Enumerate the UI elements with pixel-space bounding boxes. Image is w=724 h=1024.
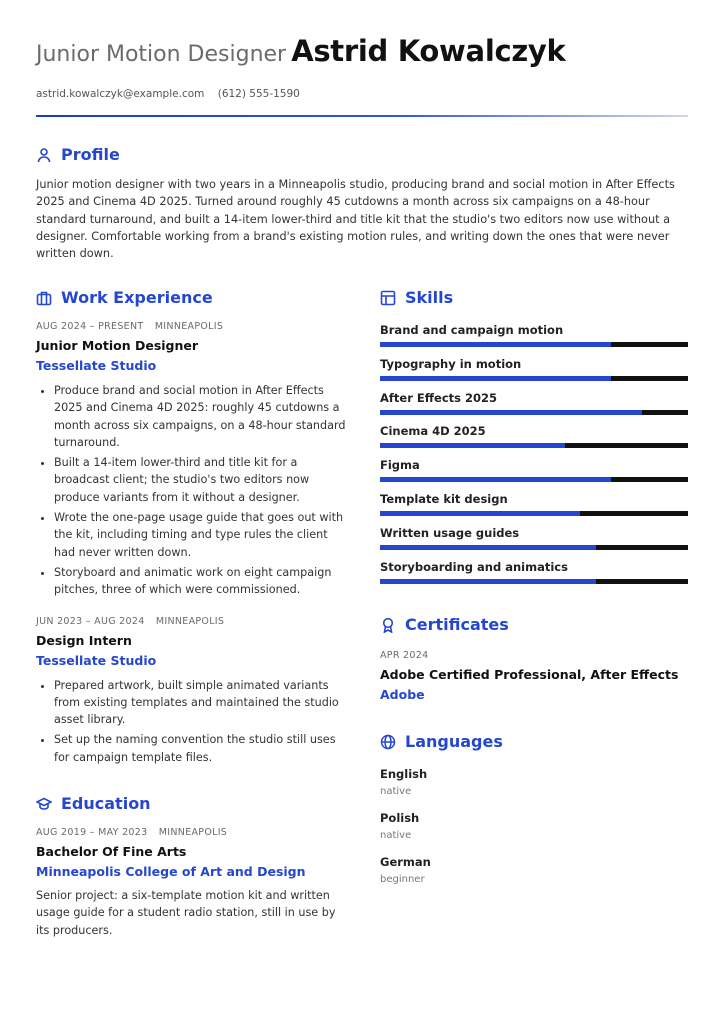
education-meta — [36, 827, 348, 838]
education-location: MINNEAPOLIS — [158, 827, 228, 839]
language-item — [380, 811, 688, 841]
job-bullets — [36, 677, 348, 766]
skill-fill — [380, 410, 642, 415]
education-section — [36, 794, 348, 939]
education-title: Education — [61, 794, 151, 814]
layout-icon — [380, 290, 396, 306]
job-meta — [36, 616, 348, 627]
language-name: German — [380, 855, 431, 870]
email-text: astrid.kowalczyk@example.com — [36, 88, 205, 100]
experience-title: Work Experience — [61, 288, 213, 307]
skill-item — [380, 526, 688, 560]
profile-text: Junior motion designer with two years in a Minneapolis studio, producing brand and social motion in After Effects 2025 and Cinema 4D 2025. Turned around roughly 45 cutdowns a month across six campaigns on a 48-hour standard turnaround, and built a 14-item lower-third and title kit that the studio's two editors now use without a designer. Comfortable working from a brand's existing motion rules, and writing down the ones that were never written down. — [36, 178, 675, 261]
skill-item — [380, 323, 688, 357]
bullet-item: • Storyboard and animatic work on eight campaign pitches, three of which were commissioned. — [54, 564, 348, 599]
skill-bar — [380, 443, 688, 448]
profile-section — [36, 145, 688, 262]
right-column — [380, 288, 688, 885]
certificates-title: Certificates — [405, 615, 509, 635]
skill-name: Template kit design — [380, 491, 508, 506]
skill-bar — [380, 477, 688, 482]
skill-item — [380, 458, 688, 492]
skill-bar — [380, 511, 688, 516]
job-meta — [36, 321, 348, 332]
certificate-name: Adobe Certified Professional, After Effects — [380, 667, 679, 683]
award-icon — [380, 617, 396, 633]
skill-fill — [380, 545, 596, 550]
profile-heading — [36, 145, 688, 164]
language-name: English — [380, 767, 428, 782]
job-entry — [36, 616, 348, 766]
job-title: Junior Motion Designer — [36, 338, 199, 353]
language-name: Polish — [380, 811, 420, 826]
title-line — [36, 34, 688, 68]
language-level: native — [380, 830, 412, 842]
phone-text: (612) 555-1590 — [217, 88, 300, 100]
skill-fill — [380, 477, 611, 482]
briefcase-icon — [36, 290, 52, 306]
certificate-date: APR 2024 — [380, 650, 429, 662]
graduation-cap-icon — [36, 796, 52, 812]
skill-name: After Effects 2025 — [380, 390, 498, 405]
skill-bar — [380, 579, 688, 584]
skill-name: Storyboarding and animatics — [380, 559, 568, 574]
person-icon — [36, 147, 52, 163]
job-bullets — [36, 382, 348, 599]
contact-line — [36, 88, 300, 100]
skill-bar — [380, 545, 688, 550]
education-heading — [36, 794, 348, 813]
skill-bar — [380, 342, 688, 347]
header-divider — [36, 115, 688, 117]
language-item — [380, 855, 688, 885]
skill-name: Cinema 4D 2025 — [380, 424, 486, 439]
job-org: Tessellate Studio — [36, 652, 157, 668]
skill-item — [380, 357, 688, 391]
job-entry — [36, 321, 348, 599]
skill-bar — [380, 376, 688, 381]
job-dates: JUN 2023 – AUG 2024 — [36, 615, 145, 627]
skill-item — [380, 424, 688, 458]
skill-fill — [380, 443, 565, 448]
candidate-name: Astrid Kowalczyk — [291, 34, 566, 68]
bullet-item: • Wrote the one-page usage guide that goes out with the kit, including timing and type rules the client had never written down. — [54, 509, 348, 561]
degree-title: Bachelor Of Fine Arts — [36, 844, 187, 860]
skill-name: Typography in motion — [380, 356, 522, 371]
experience-heading — [36, 288, 348, 307]
skill-bar — [380, 410, 688, 415]
skill-item — [380, 560, 688, 594]
skills-heading — [380, 288, 688, 307]
skill-name: Figma — [380, 458, 420, 473]
school-name: Minneapolis College of Art and Design — [36, 864, 306, 880]
job-dates: AUG 2024 – PRESENT — [36, 321, 144, 332]
skill-item — [380, 391, 688, 425]
skill-fill — [380, 342, 611, 347]
bullet-item: • Prepared artwork, built simple animated variants from existing templates and maintained the studio asset library. — [54, 677, 348, 729]
header — [36, 34, 688, 68]
job-role: Junior Motion Designer — [36, 42, 287, 67]
languages-heading — [380, 732, 688, 751]
education-entry — [36, 827, 348, 939]
languages-section — [380, 732, 688, 885]
language-item — [380, 767, 688, 797]
bullet-item: • Built a 14-item lower-third and title kit for a broadcast client; the studio's two editors now produce variants from it without a designer. — [54, 454, 348, 506]
education-dates: AUG 2019 – MAY 2023 — [36, 827, 148, 839]
bullet-item: • Set up the naming convention the studio still uses for campaign template files. — [54, 731, 348, 766]
job-location: MINNEAPOLIS — [154, 321, 224, 332]
profile-title: Profile — [61, 145, 120, 164]
skill-fill — [380, 511, 580, 516]
skill-name: Brand and campaign motion — [380, 323, 564, 337]
certificate-issuer: Adobe — [380, 687, 425, 703]
education-description: Senior project: a six-template motion kit and written usage guide for a student radio station, still in use by its producers. — [36, 889, 336, 937]
job-location: MINNEAPOLIS — [155, 615, 225, 627]
bullet-item: • Produce brand and social motion in After Effects 2025 and Cinema 4D 2025: roughly 45 cutdowns a month across six campaigns, on a 48-hour standard turnaround. — [54, 382, 348, 451]
skill-item — [380, 492, 688, 526]
certificates-section — [380, 615, 688, 702]
globe-icon — [380, 734, 396, 750]
skill-fill — [380, 579, 596, 584]
job-title: Design Intern — [36, 632, 132, 648]
language-level: native — [380, 786, 412, 798]
certificates-heading — [380, 615, 688, 634]
skill-name: Written usage guides — [380, 525, 520, 540]
skills-title: Skills — [405, 288, 454, 307]
job-org: Tessellate Studio — [36, 358, 157, 373]
languages-title: Languages — [405, 732, 503, 752]
skill-fill — [380, 376, 611, 381]
left-column — [36, 288, 348, 939]
language-level: beginner — [380, 874, 425, 886]
skills-list — [380, 323, 688, 593]
